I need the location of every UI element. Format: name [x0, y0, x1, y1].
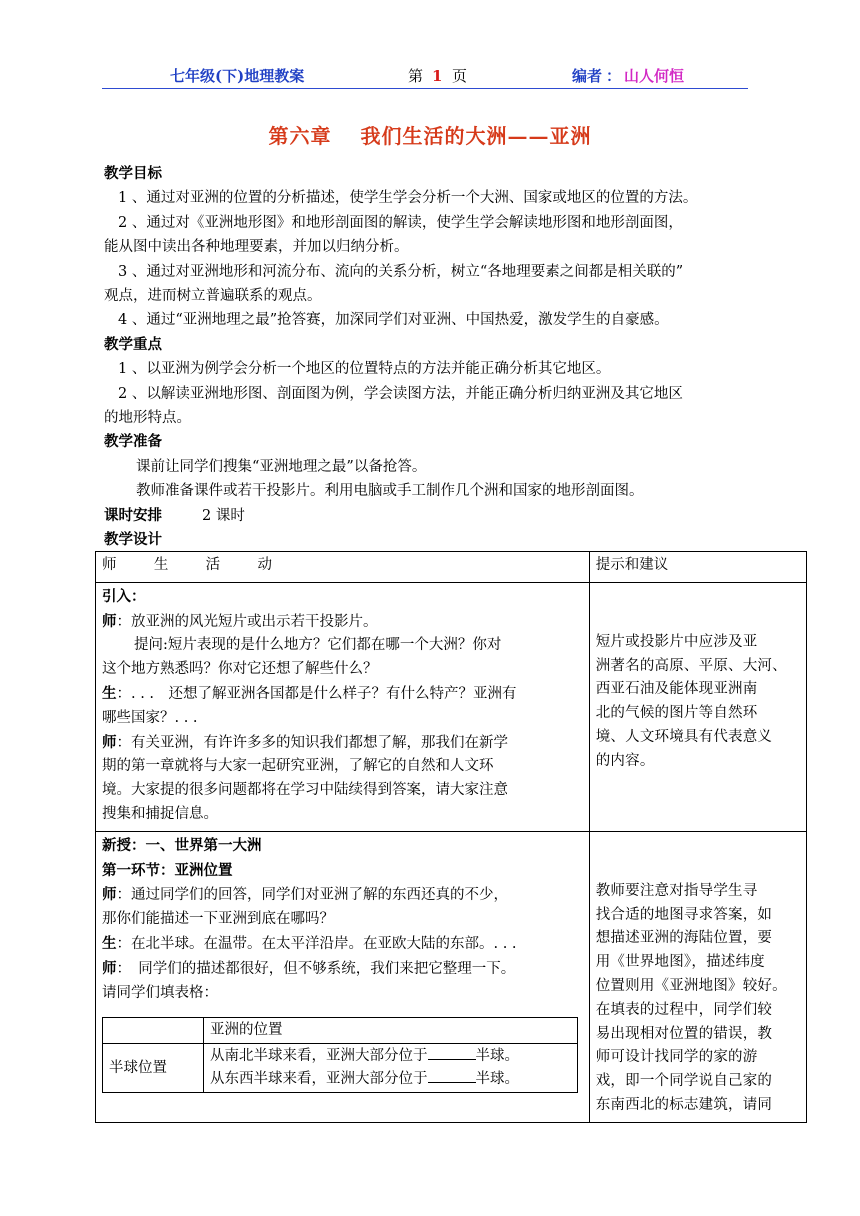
goal-item: 2 、通过对《亚洲地形图》和地形剖面图的解读，使学生学会解读地形图和地形剖面图，: [118, 214, 683, 231]
hemisphere-label: 半球位置: [103, 1044, 204, 1093]
table-header-row: [96, 552, 807, 583]
course-title: 七年级(下)地理教案: [170, 67, 305, 85]
prep-heading: 教学准备: [104, 433, 162, 451]
prep-item: 课前让同学们搜集“亚洲地理之最”以备抢答。: [136, 458, 427, 475]
prep-item: 教师准备课件或若干投影片。利用电脑或手工制作几个洲和国家的地形剖面图。: [136, 483, 644, 500]
page-number: 1: [432, 67, 443, 85]
row1-tips: 短片或投影片中应涉及亚 洲著名的高原、平原、大河、 西亚石油及能体现亚洲南 北的气候的图片等自然环 境、人文环境具有代表意义 的内容。: [589, 582, 806, 831]
goals-heading: 教学目标: [104, 165, 162, 182]
page-prefix: 第: [408, 67, 424, 85]
page-suffix: 页: [452, 67, 468, 85]
author-colon: ：: [606, 67, 622, 85]
blank-field[interactable]: [428, 1045, 476, 1060]
goal-item: 1 、通过对亚洲的位置的分析描述，使学生学会分析一个大洲、国家或地区的位置的方法。: [118, 190, 698, 207]
chapter-title: 第六章 我们生活的大洲——亚洲: [268, 124, 592, 148]
key-point-item: 2 、以解读亚洲地形图、剖面图为例，学会读图方法，并能正确分析归纳亚洲及其它地区: [118, 385, 683, 402]
goal-item: 观点，进而树立普遍联系的观点。: [104, 288, 322, 305]
hemisphere-cell: 从南北半球来看，亚洲大部分位于 半球。 从东西半球来看，亚洲大部分位于 半球。: [204, 1044, 578, 1093]
schedule-value: 2 课时: [202, 507, 245, 524]
row2-activity: 新授：一、世界第一大洲 第一环节：亚洲位置 师：通过同学们的回答，同学们对亚洲了解的东西还真的不少， 那你们能描述一下亚洲到底在哪吗？ 生：在北半球。在温带。在太平洋沿岸。在亚欧大陆的东部。. . . 师： 同学们的描述都很好，但不够系统，我们来把它整理一下。 请同学们填表格： 亚洲的位置 半球位置 从南北半球来看，亚洲大部分位于 半球。 从东西半球来看，亚洲大部分位于 半球。: [96, 831, 590, 1122]
author-name: 山人何恒: [624, 67, 685, 85]
header-char: 生: [153, 557, 169, 573]
activity-header: [96, 552, 590, 583]
row1-activity: 引入： 师：放亚洲的风光短片或出示若干投影片。 提问:短片表现的是什么地方？它们都在哪一个大洲？你对 这个地方熟悉吗？你对它还想了解些什么？ 生：. . . 还想了解亚洲各国都是什么样子？有什么特产？亚洲有 哪些国家？. . . 师：有关亚洲，有许许多多的知识我们都想了解，那我们在新学 期的第一章就将与大家一起研究亚洲，了解它的自然和人文环 境。大家提的很多问题都将在学习中陆续得到答案，请大家注意 搜集和捕捉信息。: [96, 582, 590, 831]
row2-tips: 教师要注意对指导学生寻 找合适的地图寻求答案，如 想描述亚洲的海陆位置，要 用《世界地图》，描述纬度 位置则用《亚洲地图》较好。 在填表的过程中，同学们较 易出现相对位置的错误，教 师可设计找同学的家的游 戏，即一个同学说自己家的 东南西北的标志建筑，请同: [589, 831, 806, 1122]
tips-header: 提示和建议: [589, 552, 806, 583]
lesson-body: [104, 162, 804, 553]
table-row: [96, 582, 807, 831]
position-header: 亚洲的位置: [204, 1018, 578, 1044]
page-header: [102, 66, 748, 89]
table-row: [96, 831, 807, 1122]
lesson-table: [95, 551, 807, 1123]
key-points-heading: 教学重点: [104, 335, 162, 353]
schedule-line: [104, 504, 804, 528]
design-heading: 教学设计: [104, 531, 162, 549]
goal-item: 4 、通过“亚洲地理之最”抢答赛，加深同学们对亚洲、中国热爱，激发学生的自豪感。: [118, 312, 669, 329]
goal-item: 能从图中读出各种地理要素，并加以归纳分析。: [104, 239, 409, 256]
key-point-item: 1 、以亚洲为例学会分析一个地区的位置特点的方法并能正确分析其它地区。: [118, 361, 611, 378]
blank-field[interactable]: [428, 1068, 476, 1083]
author-label: 编者: [572, 67, 603, 85]
schedule-label: 课时安排: [104, 506, 162, 524]
header-char: 动: [257, 557, 272, 573]
header-char: 活: [205, 557, 221, 573]
header-char: 师: [102, 557, 117, 573]
key-point-item: 的地形特点。: [104, 410, 191, 427]
goal-item: 3 、通过对亚洲地形和河流分布、流向的关系分析，树立“各地理要素之间都是相关联的”: [118, 263, 684, 280]
position-fill-table: [102, 1017, 578, 1093]
